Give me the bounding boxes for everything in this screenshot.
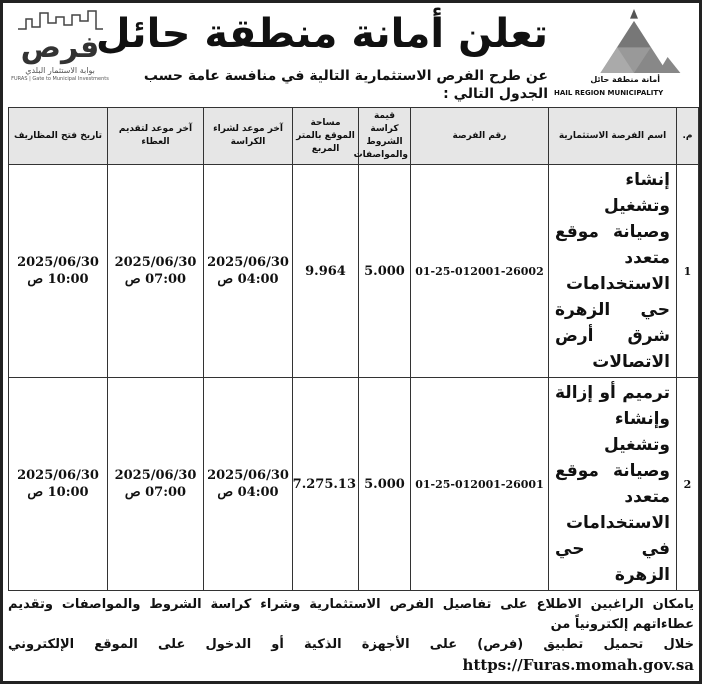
- skyline-icon: [18, 9, 103, 31]
- table-row: 1 إنشاء وتشغيل وصيانة موقع متعدد الاستخدامات حي الزهرة شرق أرض الاتصالات 01-25-012001-26002 5.000 9.964 2025/06/30 04:00 ص 2025/06/30 07:00 ص 2025/06/30 10:00 ص: [9, 165, 699, 378]
- footer-note: يامكان الراغبين الاطلاع على تفاصيل الفرص الاستثمارية وشراء كراسة الشروط والمواصفات وتقديم عطاءاتهم إلكترونياً من خلال تحميل تطبيق (فرص) على الأجهزة الذكية أو الدخول على الموقع الإلكتروني https://Furas.momah.gov.sa: [8, 597, 694, 674]
- table-header-row: [9, 108, 699, 165]
- col-header: آخر موعد لتقديم العطاء: [108, 108, 204, 165]
- opportunities-table: [8, 107, 699, 591]
- hail-municipality-logo: أمانة منطقة حائل HAIL REGION MUNICIPALITY: [554, 9, 694, 101]
- col-header: رقم الفرصة: [411, 108, 549, 165]
- col-header: تاريخ فتح المظاريف: [9, 108, 108, 165]
- subheading: عن طرح الفرص الاستثمارية التالية في منافسة عامة حسب الجدول التالي :: [143, 68, 548, 102]
- col-header: آخر موعد لشراء الكراسة: [204, 108, 293, 165]
- website-link[interactable]: https://Furas.momah.gov.sa: [462, 656, 694, 674]
- col-header: م.: [677, 108, 699, 165]
- triangles-emblem-icon: [574, 9, 694, 73]
- col-header: اسم الفرصة الاستثمارية: [549, 108, 677, 165]
- header: [8, 3, 694, 103]
- table-row: 2 ترميم أو إزالة وإنشاء وتشغيل وصيانة موقع متعدد الاستخدامات في حي الزهرة 01-25-012001-26001 5.000 7.275.13 2025/06/30 04:00 ص 2025/06/30 07:00 ص 2025/06/30 10:00 ص: [9, 378, 699, 591]
- col-header: قيمة كراسة الشروط والمواصفات: [359, 108, 411, 165]
- headline: تعلن أمانة منطقة حائل: [95, 11, 548, 57]
- col-header: مساحة الموقع بالمتر المربع: [293, 108, 359, 165]
- furas-logo: فرص بوابة الاستثمار البلدي FURAS | Gate to Municipal Investments: [8, 7, 112, 101]
